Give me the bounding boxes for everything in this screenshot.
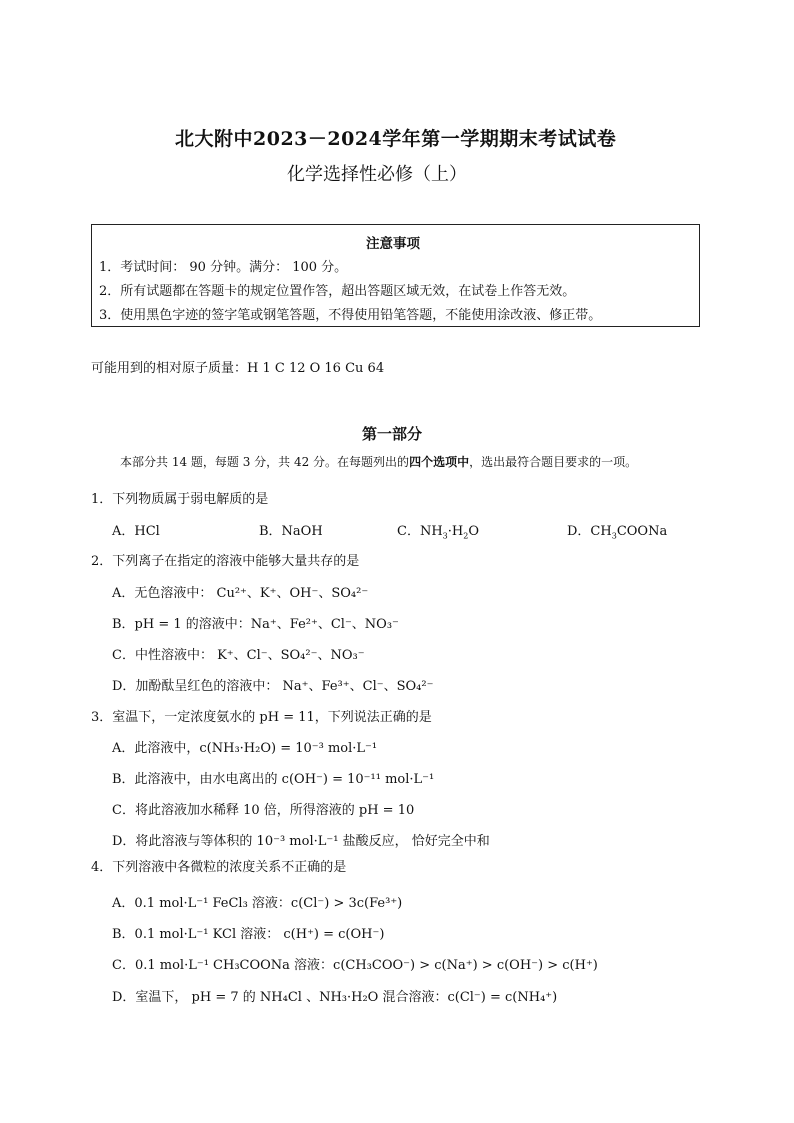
q1-option-d [567, 520, 667, 539]
q4-option-d: D．室温下， pH = 7 的 NH₄Cl 、NH₃·H₂O 混合溶液：c(Cl⁻) = c(NH₄⁺) [112, 990, 558, 1005]
q3-option-a: A．此溶液中，c(NH₃·H₂O) = 10⁻³ mol·L⁻¹ [112, 741, 378, 756]
q1-option-b: B．NaOH [259, 524, 323, 539]
q4-option-a: A．0.1 mol·L⁻¹ FeCl₃ 溶液：c(Cl⁻) > 3c(Fe³⁺) [112, 896, 403, 911]
notice-item-2: 2．所有试题都在答题卡的规定位置作答，超出答题区域无效，在试卷上作答无效。 [99, 284, 576, 299]
q4-stem: 4．下列溶液中各微粒的浓度关系不正确的是 [91, 860, 347, 875]
atomic-mass-line: 可能用到的相对原子质量：H 1 C 12 O 16 Cu 64 [91, 361, 385, 376]
q2-option-b: B．pH = 1 的溶液中：Na⁺、Fe²⁺、Cl⁻、NO₃⁻ [112, 617, 399, 632]
q1-stem: 1．下列物质属于弱电解质的是 [91, 492, 269, 507]
q2-stem: 2．下列离子在指定的溶液中能够大量共存的是 [91, 554, 360, 569]
q4-option-c: C．0.1 mol·L⁻¹ CH₃COONa 溶液：c(CH₃COO⁻) > c(Na⁺) > c(OH⁻) > c(H⁺) [112, 958, 598, 973]
q1-d-sub: 3 [611, 531, 617, 541]
q2-option-c: C．中性溶液中： K⁺、Cl⁻、SO₄²⁻、NO₃⁻ [112, 648, 365, 663]
q1-c-end: O [468, 524, 480, 539]
q1-c-sub1: 3 [442, 531, 448, 541]
instructions-post: ，选出最符合题目要求的一项。 [469, 455, 638, 469]
part-instructions [120, 453, 637, 470]
q1-d-post: COONa [616, 524, 668, 539]
notice-item-1: 1．考试时间： 90 分钟。满分： 100 分。 [99, 260, 348, 275]
q1-option-c [397, 520, 479, 539]
q1-c-post: ·H [447, 524, 464, 539]
q3-option-b: B．此溶液中，由水电离出的 c(OH⁻) = 10⁻¹¹ mol·L⁻¹ [112, 772, 435, 787]
q1-c-pre: C．NH [397, 524, 443, 539]
q3-stem: 3．室温下，一定浓度氨水的 pH = 11，下列说法正确的是 [91, 710, 432, 725]
notice-title: 注意事项 [366, 236, 420, 252]
notice-item-3: 3．使用黑色字迹的签字笔或钢笔答题，不得使用铅笔答题，不能使用涂改液、修正带。 [99, 308, 602, 323]
q1-option-a: A．HCl [112, 524, 160, 539]
instructions-bold: 四个选项中 [409, 455, 470, 469]
exam-title: 北大附中2023－2024学年第一学期期末考试试卷 [175, 128, 617, 150]
q2-option-a: A．无色溶液中： Cu²⁺、K⁺、OH⁻、SO₄²⁻ [112, 586, 369, 601]
q1-d-pre: D．CH [567, 524, 612, 539]
part-title: 第一部分 [362, 425, 423, 443]
q2-option-d: D．加酚酞呈红色的溶液中： Na⁺、Fe³⁺、Cl⁻、SO₄²⁻ [112, 679, 434, 694]
q4-option-b: B．0.1 mol·L⁻¹ KCl 溶液： c(H⁺) = c(OH⁻) [112, 927, 385, 942]
instructions-pre: 本部分共 14 题，每题 3 分，共 42 分。在每题列出的 [120, 455, 410, 469]
exam-subtitle: 化学选择性必修（上） [287, 164, 467, 185]
q3-option-d: D．将此溶液与等体积的 10⁻³ mol·L⁻¹ 盐酸反应， 恰好完全中和 [112, 834, 490, 849]
q1-c-sub2: 2 [463, 531, 469, 541]
q3-option-c: C．将此溶液加水稀释 10 倍，所得溶液的 pH = 10 [112, 803, 415, 818]
